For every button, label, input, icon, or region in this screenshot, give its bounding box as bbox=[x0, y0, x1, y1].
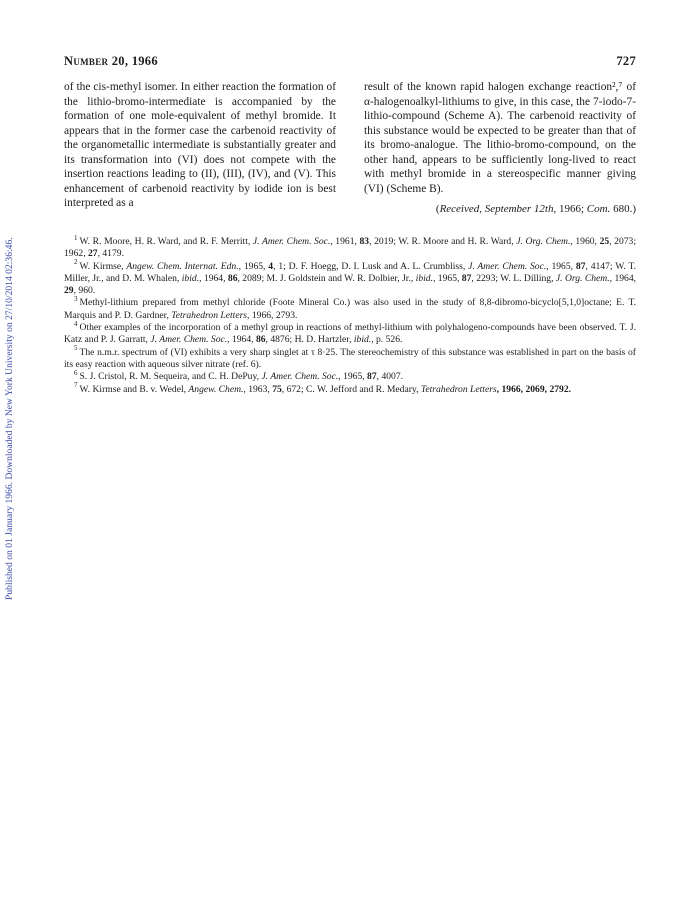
footnote-text: 87 bbox=[461, 272, 472, 284]
footnote-text: , 1965, bbox=[433, 272, 462, 284]
right-column-paragraph: result of the known rapid halogen exchange reaction²,⁷ of α-halogenoalkyl-lithiums to give, in this case, the 7-iodo-7-lithio-compound (Scheme A). The carbenoid reactivity of this substance would be expected to be greater than that of its bromo-analogue. The lithio-bromo-compound, on the other hand, appears to be sufficiently long-lived to react with methyl bromide in a stereospecific manner giving (VI) (Scheme B). bbox=[364, 81, 636, 195]
left-column bbox=[64, 80, 336, 217]
footnote-text: , 1964, bbox=[609, 272, 637, 284]
footnote-text: 83 bbox=[359, 236, 370, 247]
footnote-text: , 4007. bbox=[376, 371, 404, 383]
footnote-6 bbox=[64, 371, 636, 383]
footnotes bbox=[64, 233, 637, 396]
footnote-number: 2 bbox=[74, 258, 78, 267]
footnote-text: S. J. Cristol, R. M. Sequeira, and C. H. DePuy, bbox=[79, 371, 262, 383]
body-text bbox=[64, 80, 636, 217]
footnote-text: , 1965, bbox=[238, 260, 269, 272]
footnote-text: J. Amer. Chem. Soc. bbox=[468, 260, 547, 272]
footnote-text: , 1966, 2069, 2792. bbox=[496, 383, 572, 395]
footnote-text: ibid. bbox=[181, 272, 200, 284]
footnote-text: W. R. Moore, H. R. Ward, and R. F. Merritt, bbox=[79, 236, 253, 247]
footnote-text: , 2019; W. R. Moore and H. R. Ward, bbox=[369, 236, 517, 247]
footnote-5 bbox=[64, 344, 636, 372]
received-com: Com. bbox=[584, 203, 611, 215]
footnote-text: , 4147; W. T. Miller, Jr., and D. M. Whalen, bbox=[64, 260, 637, 284]
footnote-text: , 672; C. W. Jefford and R. Medary, bbox=[281, 383, 421, 395]
footnote-text: , 1964, bbox=[199, 272, 228, 284]
footnote-text: , 1961, bbox=[330, 236, 360, 247]
footnote-text: Angew. Chem. Internat. Edn. bbox=[126, 260, 239, 272]
footnote-text: , 2073; 1962, bbox=[64, 236, 637, 260]
footnote-text: , 1960, bbox=[570, 236, 600, 247]
footnote-text: , 2293; W. L. Dilling, bbox=[471, 272, 556, 284]
footnote-number: 4 bbox=[74, 319, 78, 328]
page-number: 727 bbox=[616, 54, 636, 68]
footnote-text: Other examples of the incorporation of a methyl group in reactions of methyl-lithium with polyhalogeno-compounds have been observed. T. J. Katz and P. J. Garratt, bbox=[64, 322, 636, 346]
received-line bbox=[364, 202, 636, 217]
footnote-text: , 4876; H. D. Hartzler, bbox=[265, 334, 354, 346]
footnote-3 bbox=[64, 297, 636, 322]
footnote-text: Angew. Chem. bbox=[188, 383, 244, 395]
footnote-text: J. Org. Chem. bbox=[516, 236, 571, 247]
footnote-text: , 1963, bbox=[243, 383, 273, 395]
footnote-text: , 1965, bbox=[338, 371, 368, 383]
footnote-text: , 1; D. F. Hoegg, D. I. Lusk and A. L. Crumbliss, bbox=[273, 260, 469, 272]
footnote-text: 86 bbox=[227, 272, 238, 284]
footnote-text: , 1964, bbox=[227, 334, 256, 346]
footnote-text: 75 bbox=[272, 383, 282, 395]
footnote-text: J. Org. Chem. bbox=[555, 272, 610, 284]
received-open: ( bbox=[435, 203, 440, 215]
footnote-text: Methyl-lithium prepared from methyl chloride (Foote Mineral Co.) was also used in the study of 8,8-dibromo-bicyclo[5,1,0]octane; E. T. Marquis and P. D. Gardner, bbox=[64, 297, 636, 321]
footnote-text: ibid. bbox=[415, 272, 433, 284]
footnote-number: 3 bbox=[74, 295, 78, 304]
footnote-text: W. Kirmse, bbox=[79, 260, 127, 272]
footnote-text: 29 bbox=[64, 285, 74, 297]
footnote-text: The n.m.r. spectrum of (VI) exhibits a very sharp singlet at τ 8·25. The stereochemistry of this substance was established in part on the basis of its easy reaction with aqueous silver nitrate (ref. 6). bbox=[64, 346, 636, 370]
footnote-7 bbox=[64, 381, 636, 396]
footnote-text: , 960. bbox=[73, 285, 96, 297]
footnote-text: J. Amer. Chem. Soc. bbox=[252, 236, 331, 247]
footnote-text: W. Kirmse and B. v. Wedel, bbox=[79, 383, 189, 395]
download-watermark bbox=[4, 160, 20, 600]
journal-issue: Number 20, 1966 bbox=[64, 54, 158, 68]
footnote-text: , 2089; M. J. Goldstein and W. R. Dolbier, Jr., bbox=[237, 272, 416, 284]
footnote-2 bbox=[64, 258, 637, 298]
footnote-4 bbox=[64, 319, 636, 347]
footnote-text: J. Amer. Chem. Soc. bbox=[150, 334, 228, 346]
running-header bbox=[64, 54, 636, 69]
footnote-text: 87 bbox=[575, 260, 586, 272]
footnote-text: 87 bbox=[367, 371, 377, 383]
footnote-text: 25 bbox=[599, 236, 610, 247]
footnote-text: 86 bbox=[255, 334, 266, 346]
footnote-text: 4 bbox=[268, 260, 274, 272]
received-date: September 12th, bbox=[482, 203, 557, 215]
received-number: 680.) bbox=[610, 203, 636, 215]
footnote-text: , 1966, 2793. bbox=[247, 309, 298, 321]
footnote-number: 6 bbox=[74, 369, 78, 378]
footnote-text: Tetrahedron Letters bbox=[420, 383, 497, 395]
footnote-number: 1 bbox=[74, 233, 78, 242]
right-column bbox=[364, 80, 636, 217]
footnote-number: 7 bbox=[74, 381, 78, 390]
footnote-text: , p. 526. bbox=[371, 334, 403, 346]
received-label: Received, bbox=[439, 203, 482, 215]
received-year: 1966; bbox=[556, 203, 585, 215]
footnote-text: , 1965, bbox=[546, 260, 576, 272]
download-watermark-text: Published on 01 January 1966. Downloaded by New York University on 27/10/2014 02:36:46. bbox=[4, 237, 15, 600]
footnote-text: 27 bbox=[87, 248, 98, 260]
left-column-paragraph: of the cis-methyl isomer. In either reaction the formation of the lithio-bromo-intermediate is accompanied by the formation of one mole-equivalent of methyl bromide. It appears that in the former case the carbenoid reactivity of the organometallic intermediate is substantially greater and its transformation into (VI) does not compete with the insertion reactions leading to (II), (III), (IV), and (V). This enhancement of carbenoid reactivity by iodide ion is best interpreted as a bbox=[64, 81, 336, 209]
footnote-text: Tetrahedron Letters bbox=[171, 309, 248, 321]
footnote-text: ibid. bbox=[353, 334, 372, 346]
footnote-number: 5 bbox=[74, 344, 78, 353]
footnote-1 bbox=[64, 233, 637, 261]
footnote-text: J. Amer. Chem. Soc. bbox=[261, 371, 339, 383]
footnote-text: , 4179. bbox=[97, 248, 124, 260]
